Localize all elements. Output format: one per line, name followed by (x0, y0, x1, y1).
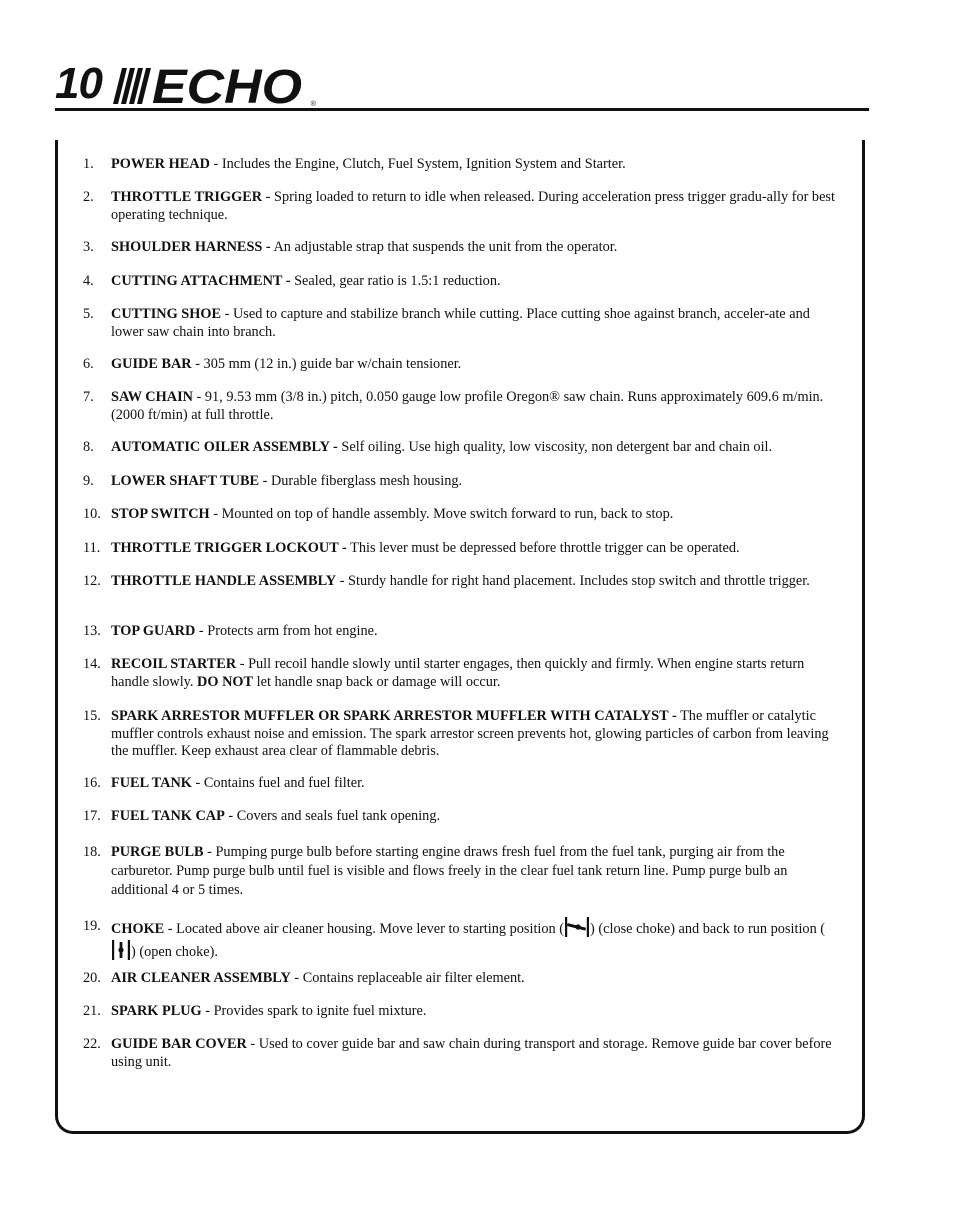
item-number: 4. (83, 273, 94, 289)
list-item (83, 656, 839, 691)
item-term: SPARK PLUG (111, 1003, 202, 1019)
item-term: RECOIL STARTER (111, 656, 237, 672)
item-text: - Mounted on top of handle assembly. Move switch forward to run, back to stop. (209, 506, 674, 522)
item-term: STOP SWITCH (111, 506, 210, 522)
item-number: 3. (83, 239, 94, 255)
list-item (83, 1036, 839, 1071)
item-number: 12. (83, 573, 101, 589)
item-number: 1. (83, 156, 94, 172)
item-number: 21. (83, 1003, 101, 1019)
item-text: Sealed, gear ratio is 1.5:1 reduction. (290, 273, 501, 289)
item-number: 20. (83, 970, 101, 986)
list-item (83, 273, 839, 291)
item-term: CUTTING SHOE (111, 306, 222, 322)
item-number: 11. (83, 540, 101, 556)
item-term: SHOULDER HARNESS - (111, 239, 271, 255)
item-text: - Covers and seals fuel tank opening. (224, 808, 441, 824)
item-text: - Contains replaceable air filter element. (290, 970, 525, 986)
item-number: 8. (83, 439, 94, 455)
item-text: - Sturdy handle for right hand placement. Includes stop switch and throttle trigger. (336, 573, 810, 589)
item-number: 13. (83, 623, 101, 639)
item-term: LOWER SHAFT TUBE (111, 473, 260, 489)
item-text: ) (close choke) and back to run position ( (590, 921, 826, 937)
list-item (83, 843, 839, 900)
header-rule (55, 108, 869, 111)
item-warning-term: DO NOT (197, 673, 254, 690)
item-text: An adjustable strap that suspends the unit from the operator. (270, 239, 618, 255)
item-text: - Contains fuel and fuel filter. (191, 775, 365, 791)
list-item (83, 623, 839, 641)
choke-open-icon (111, 939, 131, 961)
list-item (83, 916, 839, 962)
list-item (83, 189, 839, 224)
item-number: 9. (83, 473, 94, 489)
item-text-continued: let handle snap back or damage will occur. (253, 673, 501, 690)
svg-text:ECHO: ECHO (151, 64, 302, 106)
list-item (83, 239, 839, 257)
item-term: AIR CLEANER ASSEMBLY (111, 970, 291, 986)
item-term: FUEL TANK CAP (111, 808, 225, 824)
item-text: - 91, 9.53 mm (3/8 in.) pitch, 0.050 gauge low profile Oregon® saw chain. Runs approximately 609.6 m/min. (2000 ft/min) at full throttle. (111, 389, 824, 423)
item-number: 10. (83, 506, 101, 522)
item-text: ) (open choke). (131, 944, 218, 960)
list-item (83, 356, 839, 374)
choke-closed-icon (564, 916, 590, 938)
list-item (83, 306, 839, 341)
item-term: SPARK ARRESTOR MUFFLER OR SPARK ARRESTOR MUFFLER WITH CATALYST - (111, 708, 677, 724)
item-term: THROTTLE TRIGGER (111, 189, 263, 205)
list-item (83, 970, 839, 988)
item-text: - Pumping purge bulb before starting engine draws fresh fuel from the fuel tank, purging air from the carburetor. Pump purge bulb until fuel is visible and flows freely in the clear fuel tank return line. Pump purge bulb an additional 4 or 5 times. (111, 844, 788, 898)
item-text: - Spring loaded to return to idle when released. During acceleration press trigger gradu-ally for best operating technique. (111, 189, 835, 223)
item-number: 18. (83, 844, 101, 860)
list-item (83, 573, 839, 591)
item-text: - Pull recoil handle slowly until starter engages, then quickly and firmly. When engine starts return handle slowly. (111, 656, 805, 690)
item-text: - 305 mm (12 in.) guide bar w/chain tensioner. (191, 356, 462, 372)
item-term: GUIDE BAR (111, 356, 192, 372)
item-text: - Located above air cleaner housing. Move lever to starting position ( (164, 921, 565, 937)
list-item (83, 775, 839, 793)
item-number: 22. (83, 1036, 101, 1052)
item-number: 19. (83, 918, 101, 934)
item-text: - Used to cover guide bar and saw chain during transport and storage. Remove guide bar cover before using unit. (111, 1036, 832, 1070)
item-term: SAW CHAIN (111, 389, 193, 405)
item-term: GUIDE BAR COVER (111, 1036, 247, 1052)
item-term: FUEL TANK (111, 775, 192, 791)
list-item (83, 1003, 839, 1021)
list-item (83, 808, 839, 826)
item-number: 14. (83, 656, 101, 672)
page-number: 10 (55, 59, 102, 108)
item-text: - Protects arm from hot engine. (195, 623, 378, 639)
registered-mark: ® (310, 101, 316, 108)
item-number: 17. (83, 808, 101, 824)
item-number: 2. (83, 189, 94, 205)
echo-logo (112, 62, 316, 108)
list-item (83, 506, 839, 524)
item-term: THROTTLE TRIGGER LOCKOUT - (111, 540, 347, 556)
item-text: - Durable fiberglass mesh housing. (259, 473, 463, 489)
item-term: TOP GUARD (111, 623, 196, 639)
item-term: POWER HEAD (111, 156, 210, 172)
item-text: This lever must be depressed before throttle trigger can be operated. (346, 540, 740, 556)
item-text: - Provides spark to ignite fuel mixture. (201, 1003, 427, 1019)
item-term: CUTTING ATTACHMENT - (111, 273, 291, 289)
list-item (83, 156, 839, 174)
list-item (83, 473, 839, 491)
echo-logo-mark (112, 64, 308, 106)
item-text: Self oiling. Use high quality, low viscosity, non detergent bar and chain oil. (337, 439, 773, 455)
item-number: 15. (83, 708, 101, 724)
list-item (83, 540, 839, 558)
list-item (83, 439, 853, 457)
item-number: 5. (83, 306, 94, 322)
item-term: THROTTLE HANDLE ASSEMBLY (111, 573, 337, 589)
item-text: The muffler or catalytic muffler controls exhaust noise and emission. The spark arrestor screen prevents hot, glowing particles of carbon from leaving the muffler. Keep exhaust area clear of flammable debris. (111, 708, 829, 759)
list-item (83, 389, 839, 424)
item-term: PURGE BULB (111, 844, 204, 860)
list-item (83, 708, 839, 761)
item-number: 16. (83, 775, 101, 791)
page-header (55, 50, 316, 108)
item-term: AUTOMATIC OILER ASSEMBLY - (111, 439, 338, 455)
item-number: 7. (83, 389, 94, 405)
item-text: - Includes the Engine, Clutch, Fuel System, Ignition System and Starter. (209, 156, 626, 172)
item-term: CHOKE (111, 921, 165, 937)
item-number: 6. (83, 356, 94, 372)
item-text: - Used to capture and stabilize branch while cutting. Place cutting shoe against branch, acceler-ate and lower saw chain into branch. (111, 306, 810, 340)
